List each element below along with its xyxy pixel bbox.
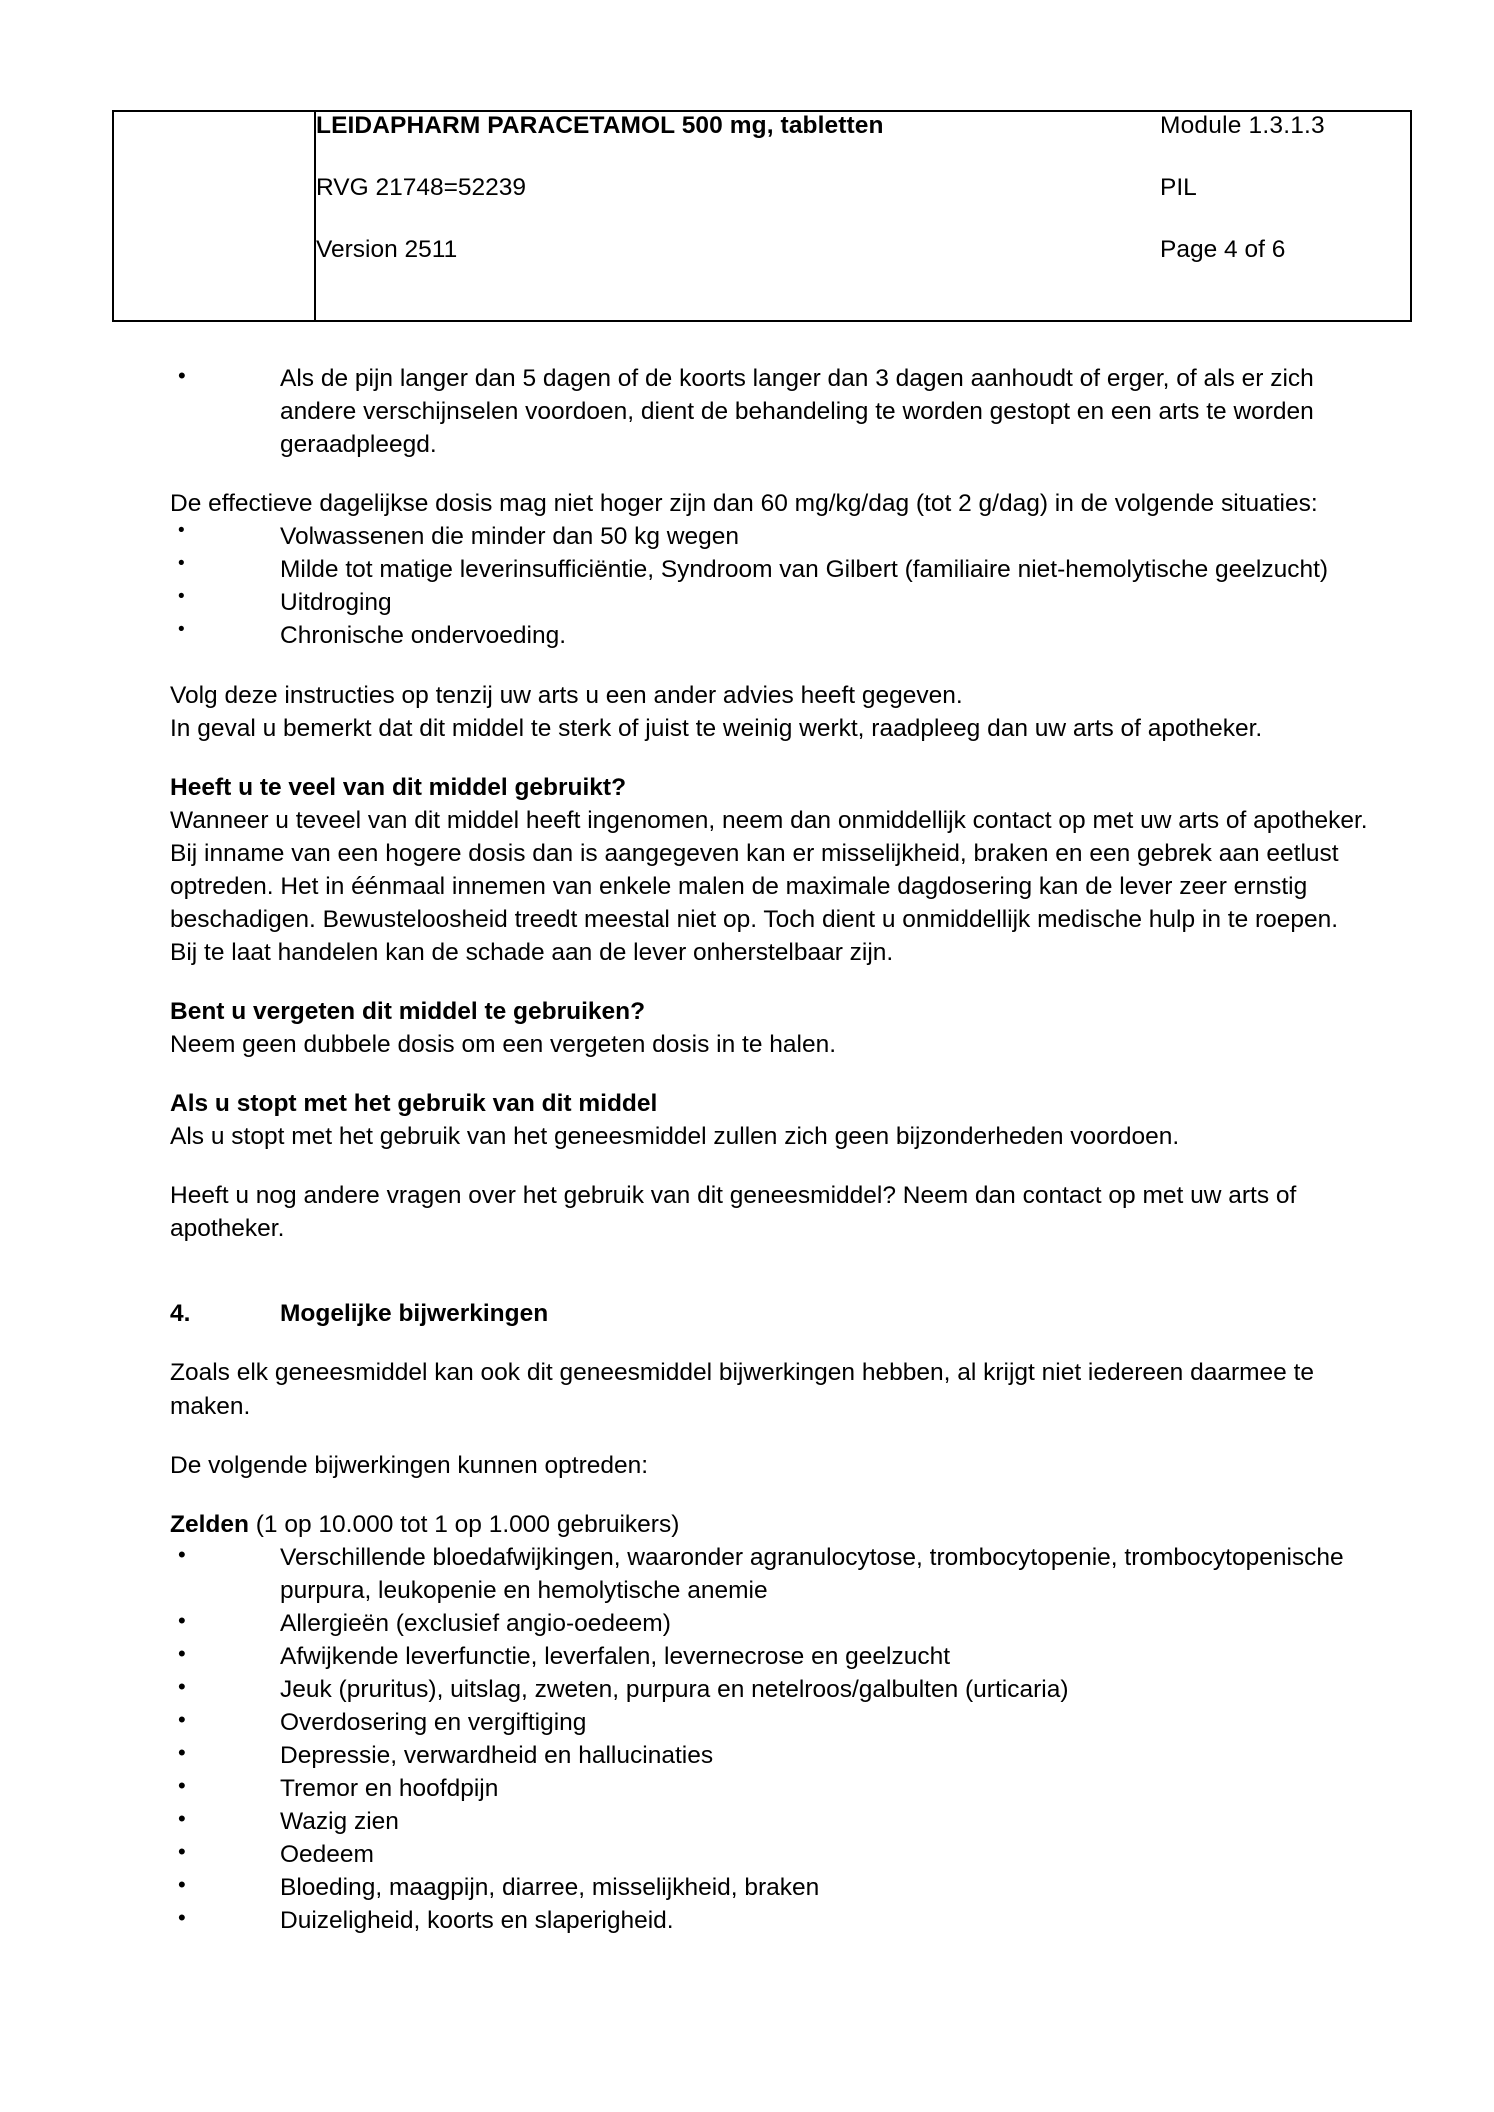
list-item: • Als de pijn langer dan 5 dagen of de koorts langer dan 3 dagen aanhoudt of erger, of als er zich andere verschijnselen voordoen, dient de behandeling te worden gestopt en een arts te worden geraadpleegd. bbox=[170, 362, 1380, 461]
list-item: • Duizeligheid, koorts en slaperigheid. bbox=[170, 1904, 1380, 1937]
rare-side-effects-list bbox=[170, 1541, 1380, 1938]
spacer bbox=[112, 1423, 1382, 1449]
rare-frequency: (1 op 10.000 tot 1 op 1.000 gebruikers) bbox=[248, 1510, 680, 1538]
dose-situations-list bbox=[170, 520, 1380, 652]
document-type: PIL bbox=[1160, 174, 1197, 201]
overdose-paragraph: Wanneer u teveel van dit middel heeft ingenomen, neem dan onmiddellijk contact op met uw arts of apotheker. Bij inname van een hogere dosis dan is aangegeven kan er misselijkheid, braken en een gebrek aan eetlust optreden. Het in éénmaal innemen van enkele malen de maximale dagdosering kan de lever zeer ernstig beschadigen. Bewusteloosheid treedt meestal niet op. Toch dient u onmiddellijk medische hulp in te roepen. Bij te laat handelen kan de schade aan de lever onherstelbaar zijn. bbox=[170, 806, 1368, 966]
product-title: LEIDAPHARM PARACETAMOL 500 mg, tabletten bbox=[316, 112, 884, 139]
page-number: Page 4 of 6 bbox=[1160, 236, 1286, 263]
dose-intro-paragraph: De effectieve dagelijkse dosis mag niet hoger zijn dan 60 mg/kg/dag (tot 2 g/dag) in de volgende situaties: bbox=[170, 490, 1318, 518]
section-4-title: Mogelijke bijwerkingen bbox=[280, 1300, 549, 1328]
list-item: • Jeuk (pruritus), uitslag, zweten, purpura en netelroos/galbulten (urticaria) bbox=[170, 1673, 1380, 1706]
list-item: • Milde tot matige leverinsufficiëntie, Syndroom van Gilbert (familiaire niet-hemolytische geelzucht) bbox=[170, 553, 1380, 586]
list-item: • Wazig zien bbox=[170, 1805, 1380, 1838]
stopping-heading: Als u stopt met het gebruik van dit middel bbox=[170, 1090, 658, 1118]
stopping-paragraph: Als u stopt met het gebruik van het geneesmiddel zullen zich geen bijzonderheden voordoen. bbox=[170, 1123, 1180, 1151]
list-item: • Bloeding, maagpijn, diarree, misselijkheid, braken bbox=[170, 1871, 1380, 1904]
side-effects-lead: De volgende bijwerkingen kunnen optreden: bbox=[170, 1451, 649, 1479]
list-item: • Uitdroging bbox=[170, 586, 1380, 619]
spacer bbox=[112, 1271, 1382, 1297]
header-row-rvg bbox=[316, 174, 1410, 202]
missed-dose-heading: Bent u vergeten dit middel te gebruiken? bbox=[170, 998, 646, 1025]
spacer bbox=[112, 969, 1382, 995]
spacer bbox=[112, 1482, 1382, 1508]
instructions-line-2: In geval u bemerkt dat dit middel te sterk of juist te weinig werkt, raadpleeg dan uw arts of apotheker. bbox=[170, 714, 1263, 742]
spacer bbox=[112, 653, 1382, 679]
rare-label: Zelden bbox=[170, 1510, 249, 1538]
document-body bbox=[112, 362, 1382, 1937]
spacer bbox=[112, 1061, 1382, 1087]
rare-frequency-line bbox=[170, 1508, 1370, 1541]
module-number: Module 1.3.1.3 bbox=[1160, 112, 1325, 139]
list-item: • Overdosering en vergiftiging bbox=[170, 1706, 1380, 1739]
list-item: • Allergieën (exclusief angio-oedeem) bbox=[170, 1607, 1380, 1640]
list-item: • Verschillende bloedafwijkingen, waaronder agranulocytose, trombocytopenie, trombocytopenische purpura, leukopenie en hemolytische anemie bbox=[170, 1541, 1380, 1607]
header-row-title bbox=[316, 112, 1410, 140]
spacer bbox=[112, 1330, 1382, 1356]
list-item: • Volwassenen die minder dan 50 kg wegen bbox=[170, 520, 1380, 553]
header-row-version bbox=[316, 236, 1410, 264]
further-questions-paragraph: Heeft u nog andere vragen over het gebruik van dit geneesmiddel? Neem dan contact op met uw arts of apotheker. bbox=[170, 1182, 1297, 1243]
section-4-number: 4. bbox=[170, 1300, 191, 1328]
document-header-table bbox=[112, 110, 1412, 322]
rvg-number: RVG 21748=52239 bbox=[316, 174, 527, 201]
list-item: • Oedeem bbox=[170, 1838, 1380, 1871]
top-bullet-list bbox=[170, 362, 1380, 461]
section-4-intro: Zoals elk geneesmiddel kan ook dit geneesmiddel bijwerkingen hebben, al krijgt niet iedereen daarmee te maken. bbox=[170, 1359, 1315, 1420]
spacer bbox=[112, 1153, 1382, 1179]
list-item: • Depressie, verwardheid en hallucinaties bbox=[170, 1739, 1380, 1772]
spacer bbox=[112, 1245, 1382, 1271]
missed-dose-paragraph: Neem geen dubbele dosis om een vergeten dosis in te halen. bbox=[170, 1031, 837, 1059]
header-logo-cell bbox=[113, 111, 315, 321]
header-info-cell bbox=[315, 111, 1411, 321]
spacer bbox=[112, 745, 1382, 771]
section-4-heading bbox=[170, 1297, 1382, 1330]
instructions-line-1: Volg deze instructies op tenzij uw arts u een ander advies heeft gegeven. bbox=[170, 681, 963, 709]
list-item: • Tremor en hoofdpijn bbox=[170, 1772, 1380, 1805]
spacer bbox=[112, 461, 1382, 487]
version-label: Version 2511 bbox=[316, 236, 458, 263]
overdose-heading: Heeft u te veel van dit middel gebruikt? bbox=[170, 773, 627, 801]
list-item: • Afwijkende leverfunctie, leverfalen, levernecrose en geelzucht bbox=[170, 1640, 1380, 1673]
list-item: • Chronische ondervoeding. bbox=[170, 619, 1380, 652]
